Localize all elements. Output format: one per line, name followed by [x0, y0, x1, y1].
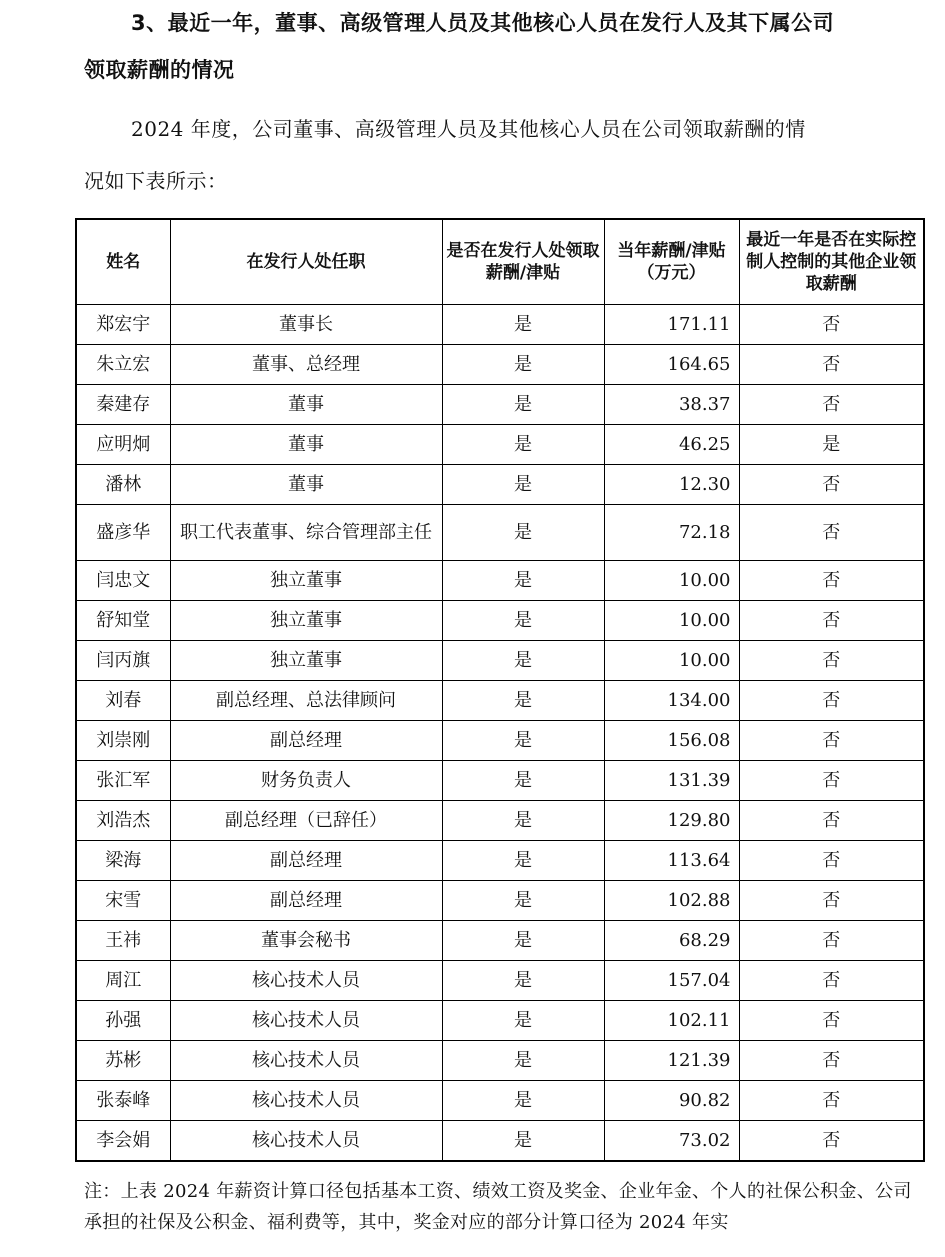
- cell-salary: 156.08: [604, 721, 739, 761]
- table-row: [76, 841, 924, 881]
- table-row: [76, 465, 924, 505]
- cell-name: 闫丙旗: [76, 641, 170, 681]
- cell-salary: 157.04: [604, 961, 739, 1001]
- cell-paid: 是: [442, 305, 604, 345]
- cell-position: 董事: [170, 425, 442, 465]
- cell-position: 独立董事: [170, 601, 442, 641]
- cell-name: 朱立宏: [76, 345, 170, 385]
- cell-salary: 113.64: [604, 841, 739, 881]
- cell-paid: 是: [442, 345, 604, 385]
- cell-name: 舒知堂: [76, 601, 170, 641]
- cell-name: 郑宏宇: [76, 305, 170, 345]
- cell-paid: 是: [442, 425, 604, 465]
- cell-name: 张泰峰: [76, 1081, 170, 1121]
- intro-line1: 2024 年度，公司董事、高级管理人员及其他核心人员在公司领取薪酬的情: [131, 117, 806, 141]
- table-row: [76, 385, 924, 425]
- cell-paid: 是: [442, 921, 604, 961]
- cell-position: 独立董事: [170, 561, 442, 601]
- intro-line2: 况如下表所示：: [84, 169, 228, 193]
- table-row: [76, 425, 924, 465]
- cell-paid: 是: [442, 641, 604, 681]
- cell-other: 是: [739, 425, 924, 465]
- cell-paid: 是: [442, 801, 604, 841]
- cell-salary: 102.88: [604, 881, 739, 921]
- table-row: [76, 681, 924, 721]
- table-footnote: 注：上表 2024 年薪资计算口径包括基本工资、绩效工资及奖金、企业年金、个人的社保公积金、公司承担的社保及公积金、福利费等，其中，奖金对应的部分计算口径为 2024 年实: [84, 1181, 912, 1233]
- cell-position: 核心技术人员: [170, 1041, 442, 1081]
- header-paid-by-issuer: 是否在发行人处领取薪酬/津贴: [442, 219, 604, 305]
- cell-other: 否: [739, 961, 924, 1001]
- cell-salary: 171.11: [604, 305, 739, 345]
- cell-position: 独立董事: [170, 641, 442, 681]
- cell-position: 董事会秘书: [170, 921, 442, 961]
- cell-other: 否: [739, 1001, 924, 1041]
- cell-name: 刘浩杰: [76, 801, 170, 841]
- cell-salary: 10.00: [604, 641, 739, 681]
- cell-name: 盛彦华: [76, 505, 170, 561]
- cell-name: 秦建存: [76, 385, 170, 425]
- table-row: [76, 1001, 924, 1041]
- cell-name: 苏彬: [76, 1041, 170, 1081]
- cell-salary: 121.39: [604, 1041, 739, 1081]
- cell-other: 否: [739, 761, 924, 801]
- cell-other: 否: [739, 721, 924, 761]
- table-row: [76, 601, 924, 641]
- cell-position: 核心技术人员: [170, 961, 442, 1001]
- cell-salary: 10.00: [604, 601, 739, 641]
- cell-salary: 68.29: [604, 921, 739, 961]
- cell-position: 核心技术人员: [170, 1121, 442, 1162]
- table-row: [76, 721, 924, 761]
- table-row: [76, 505, 924, 561]
- cell-other: 否: [739, 465, 924, 505]
- table-row: [76, 881, 924, 921]
- cell-paid: 是: [442, 465, 604, 505]
- cell-other: 否: [739, 921, 924, 961]
- cell-position: 董事、总经理: [170, 345, 442, 385]
- cell-other: 否: [739, 1121, 924, 1162]
- cell-name: 刘春: [76, 681, 170, 721]
- cell-salary: 131.39: [604, 761, 739, 801]
- cell-salary: 72.18: [604, 505, 739, 561]
- cell-salary: 73.02: [604, 1121, 739, 1162]
- cell-name: 宋雪: [76, 881, 170, 921]
- cell-salary: 129.80: [604, 801, 739, 841]
- section-heading-line2: 领取薪酬的情况: [84, 58, 235, 82]
- cell-position: 副总经理: [170, 721, 442, 761]
- cell-name: 潘林: [76, 465, 170, 505]
- cell-position: 副总经理、总法律顾问: [170, 681, 442, 721]
- cell-paid: 是: [442, 385, 604, 425]
- cell-paid: 是: [442, 1041, 604, 1081]
- cell-name: 闫忠文: [76, 561, 170, 601]
- cell-paid: 是: [442, 841, 604, 881]
- cell-position: 副总经理: [170, 841, 442, 881]
- cell-name: 孙强: [76, 1001, 170, 1041]
- cell-position: 董事长: [170, 305, 442, 345]
- cell-other: 否: [739, 601, 924, 641]
- cell-position: 副总经理: [170, 881, 442, 921]
- cell-other: 否: [739, 305, 924, 345]
- cell-position: 核心技术人员: [170, 1081, 442, 1121]
- cell-paid: 是: [442, 1121, 604, 1162]
- section-heading-line1: 3、最近一年，董事、高级管理人员及其他核心人员在发行人及其下属公司: [131, 11, 835, 35]
- table-header-row: [76, 219, 924, 305]
- header-name: 姓名: [76, 219, 170, 305]
- cell-salary: 38.37: [604, 385, 739, 425]
- cell-name: 梁海: [76, 841, 170, 881]
- cell-position: 董事: [170, 465, 442, 505]
- table-row: [76, 345, 924, 385]
- table-row: [76, 641, 924, 681]
- cell-other: 否: [739, 881, 924, 921]
- cell-paid: 是: [442, 1081, 604, 1121]
- salary-table: [75, 218, 925, 1162]
- cell-position: 财务负责人: [170, 761, 442, 801]
- table-row: [76, 1081, 924, 1121]
- cell-other: 否: [739, 345, 924, 385]
- cell-paid: 是: [442, 505, 604, 561]
- table-row: [76, 305, 924, 345]
- cell-other: 否: [739, 841, 924, 881]
- table-row: [76, 961, 924, 1001]
- table-row: [76, 1041, 924, 1081]
- cell-paid: 是: [442, 881, 604, 921]
- cell-paid: 是: [442, 1001, 604, 1041]
- cell-salary: 12.30: [604, 465, 739, 505]
- cell-salary: 134.00: [604, 681, 739, 721]
- cell-salary: 90.82: [604, 1081, 739, 1121]
- table-row: [76, 921, 924, 961]
- cell-paid: 是: [442, 681, 604, 721]
- cell-name: 周江: [76, 961, 170, 1001]
- cell-other: 否: [739, 641, 924, 681]
- cell-other: 否: [739, 385, 924, 425]
- cell-other: 否: [739, 1041, 924, 1081]
- cell-name: 王祎: [76, 921, 170, 961]
- header-position: 在发行人处任职: [170, 219, 442, 305]
- table-row: [76, 801, 924, 841]
- cell-paid: 是: [442, 961, 604, 1001]
- cell-name: 李会娟: [76, 1121, 170, 1162]
- cell-position: 董事: [170, 385, 442, 425]
- cell-salary: 164.65: [604, 345, 739, 385]
- cell-other: 否: [739, 801, 924, 841]
- cell-position: 副总经理（已辞任）: [170, 801, 442, 841]
- cell-salary: 10.00: [604, 561, 739, 601]
- cell-name: 应明炯: [76, 425, 170, 465]
- table-row: [76, 1121, 924, 1162]
- header-salary: 当年薪酬/津贴（万元）: [604, 219, 739, 305]
- cell-other: 否: [739, 681, 924, 721]
- header-paid-by-controller: 最近一年是否在实际控制人控制的其他企业领取薪酬: [739, 219, 924, 305]
- cell-salary: 102.11: [604, 1001, 739, 1041]
- cell-paid: 是: [442, 761, 604, 801]
- cell-paid: 是: [442, 601, 604, 641]
- table-row: [76, 761, 924, 801]
- cell-position: 职工代表董事、综合管理部主任: [170, 505, 442, 561]
- cell-paid: 是: [442, 561, 604, 601]
- cell-name: 刘崇刚: [76, 721, 170, 761]
- cell-position: 核心技术人员: [170, 1001, 442, 1041]
- cell-other: 否: [739, 1081, 924, 1121]
- cell-name: 张汇军: [76, 761, 170, 801]
- cell-salary: 46.25: [604, 425, 739, 465]
- cell-other: 否: [739, 561, 924, 601]
- cell-paid: 是: [442, 721, 604, 761]
- table-row: [76, 561, 924, 601]
- cell-other: 否: [739, 505, 924, 561]
